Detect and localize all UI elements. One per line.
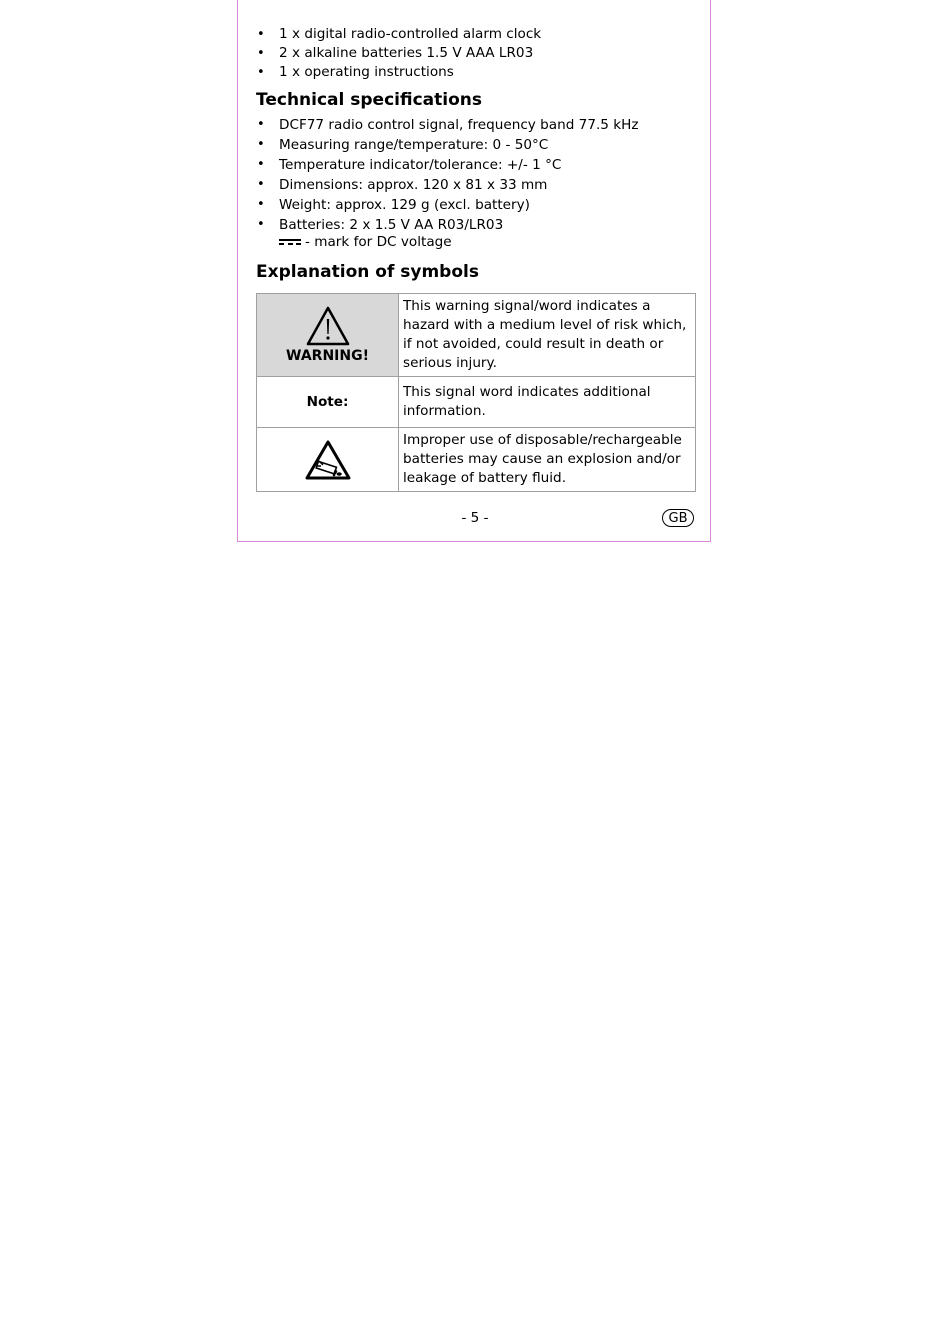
list-item: • Weight: approx. 129 g (excl. battery): [256, 195, 639, 215]
table-row: [257, 428, 696, 492]
list-item: • Batteries: 2 x 1.5 V AA R03/LR03: [256, 215, 639, 235]
battery-explosion-warning-icon: [304, 439, 352, 481]
table-row: [257, 294, 696, 377]
page-number: - 5 -: [461, 510, 489, 526]
dc-voltage-icon: [279, 238, 301, 246]
warning-label: WARNING!: [286, 347, 369, 364]
list-item: • 1 x operating instructions: [256, 63, 541, 82]
warning-triangle-icon: [305, 305, 351, 347]
list-item: • Measuring range/temperature: 0 - 50°C: [256, 135, 639, 155]
explanation-of-symbols-heading: Explanation of symbols: [256, 262, 479, 282]
table-row: [257, 377, 696, 428]
dc-voltage-line: [279, 234, 452, 250]
package-contents-list: [256, 25, 541, 82]
battery-description: Improper use of disposable/rechargeable batteries may cause an explosion and/or leakage of battery fluid.: [399, 428, 696, 492]
warning-description: This warning signal/word indicates a hazard with a medium level of risk which, if not avoided, could result in death or serious injury.: [399, 294, 696, 377]
note-label: Note:: [257, 377, 399, 428]
symbols-table: [256, 293, 696, 492]
list-item: • Dimensions: approx. 120 x 81 x 33 mm: [256, 175, 639, 195]
note-description: This signal word indicates additional information.: [399, 377, 696, 428]
list-item: • 1 x digital radio-controlled alarm clock: [256, 25, 541, 44]
battery-symbol-cell: [257, 428, 399, 492]
list-item: • DCF77 radio control signal, frequency band 77.5 kHz: [256, 115, 639, 135]
dc-voltage-text: - mark for DC voltage: [305, 234, 452, 250]
manual-page: [237, 0, 711, 542]
list-item: • Temperature indicator/tolerance: +/- 1 °C: [256, 155, 639, 175]
country-code-badge: GB: [662, 509, 694, 527]
list-item: • 2 x alkaline batteries 1.5 V AAA LR03: [256, 44, 541, 63]
technical-specifications-heading: Technical specifications: [256, 90, 482, 110]
technical-specifications-list: [256, 115, 639, 235]
warning-symbol-cell: [257, 294, 399, 377]
